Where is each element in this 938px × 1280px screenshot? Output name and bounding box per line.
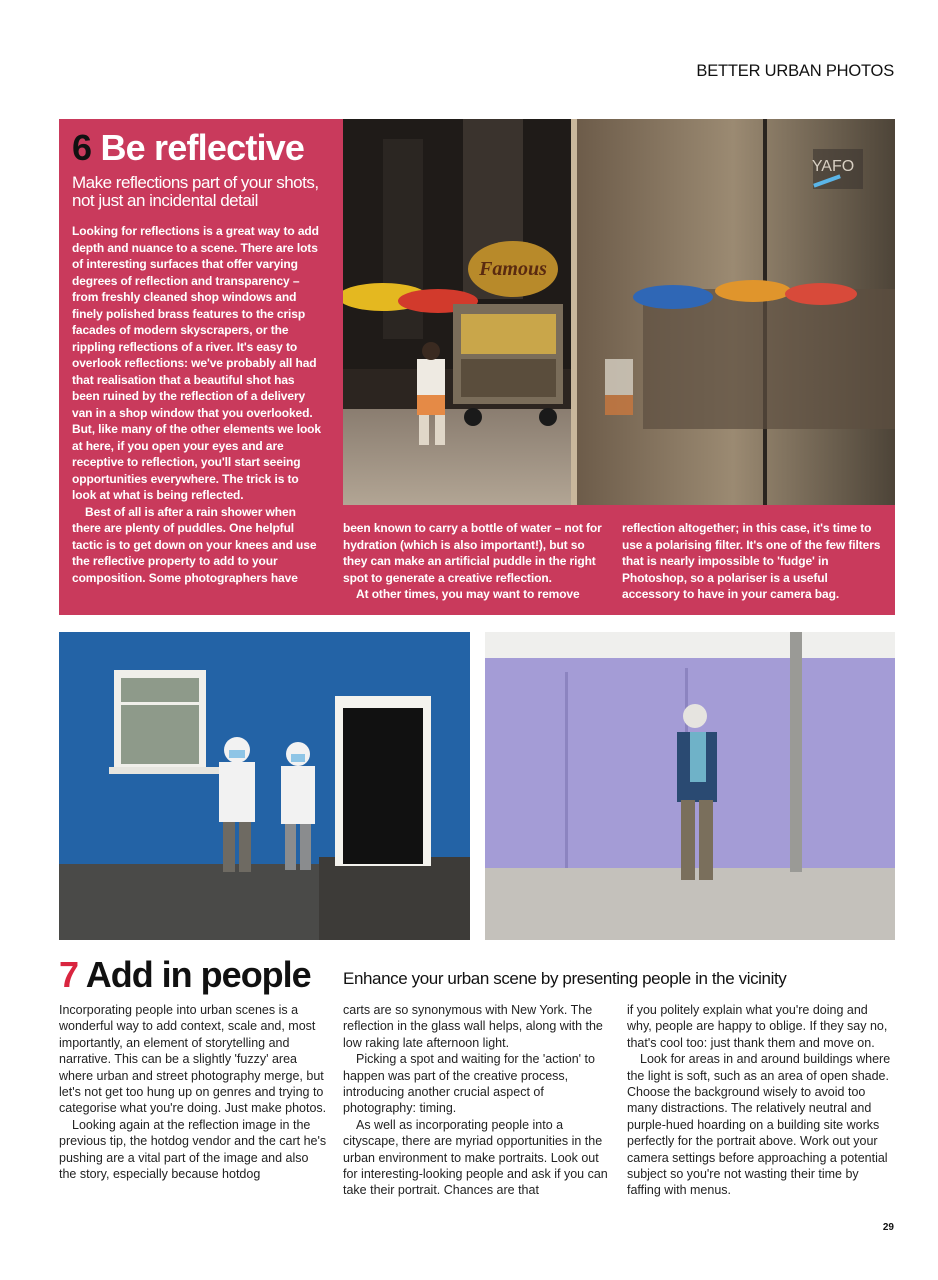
paragraph: carts are so synonymous with New York. The reflection in the glass wall helps, along with the low raking late afternoon light.	[343, 1003, 603, 1050]
paragraph: Picking a spot and waiting for the 'action' to happen was part of the creative process, introducing another crucial aspect of photography: timing.	[343, 1052, 595, 1116]
tip6-number: 6	[72, 127, 92, 168]
tip7-column-1	[59, 1002, 327, 1182]
paragraph: As well as incorporating people into a cityscape, there are myriad opportunities in the urban environment to make portraits. Look out for interesting-looking people and ask if you can take their portrait. Chances are that	[343, 1117, 608, 1198]
reflection-photo	[343, 119, 895, 505]
paragraph: Looking again at the reflection image in the previous tip, the hotdog vendor and the cart he's pushing are a vital part of the image and also the story, especially because hotdog	[59, 1117, 327, 1182]
tip6-column-2	[343, 520, 605, 603]
tip7-subtitle: Enhance your urban scene by presenting people in the vicinity	[343, 969, 787, 988]
tip7-column-3	[627, 1002, 895, 1199]
tip6-subtitle: Make reflections part of your shots, not just an incidental detail	[72, 173, 319, 210]
tip6-heading	[72, 127, 304, 169]
paragraph: Best of all is after a rain shower when there are plenty of puddles. One helpful tactic is to get down on your knees and use the reflective property to add to your composition. Some photographers have	[72, 504, 317, 585]
tip6-column-1	[72, 223, 321, 586]
tip7-column-2	[343, 1002, 611, 1199]
page-number: 29	[882, 1222, 894, 1233]
paragraph: been known to carry a bottle of water – not for hydration (which is also important!), but so they can make an artificial puddle in the right spot to generate a creative reflection.	[343, 521, 602, 585]
blue-wall-portrait-photo	[59, 632, 470, 940]
cart-sign: Famous	[479, 258, 547, 280]
paragraph: At other times, you may want to remove	[356, 587, 580, 601]
tip6-column-3	[622, 520, 884, 603]
tip6-title: Be reflective	[100, 127, 305, 168]
paragraph: Looking for reflections is a great way to add depth and nuance to a scene. There are lots of interesting surfaces that offer varying degrees of reflection and transparency – from freshly cleaned shop windows and finely polished brass features to the crisp facades of modern skyscrapers, or the rippling reflections of a river. It's easy to overlook reflections: we've probably all had that realisation that a beautiful shot has been ruined by the reflection of a delivery van in a shop window that you overlooked. But, like many of the other elements we look at here, if you open your eyes and are receptive to reflection, you'll start seeing opportunities everywhere. The trick is to look at what is being reflected.	[72, 224, 321, 502]
tip7-number: 7	[59, 954, 79, 995]
running-head: BETTER URBAN PHOTOS	[696, 62, 894, 80]
paragraph: Look for areas in and around buildings where the light is soft, such as an area of open shade. Choose the background wisely to avoid too many distractions. The relatively neutral and purple-hued hoarding on a building site works perfectly for the portrait above. Work out your camera settings before approaching a potential subject so you're not wasting their time by faffing with menus.	[627, 1052, 891, 1198]
tip7-heading	[59, 954, 311, 996]
tip7-title: Add in people	[85, 954, 311, 995]
store-sign: YAFO	[811, 158, 855, 175]
paragraph: Incorporating people into urban scenes is a wonderful way to add context, scale and, most importantly, an element of storytelling and narrative. This can be a slightly 'fuzzy' area where urban and street photography merge, but let's not get too hung up on genres and trying to categorise what you're doing. Just make photos.	[59, 1003, 327, 1116]
paragraph: reflection altogether; in this case, it's time to use a polarising filter. It's one of the few filters that is nearly impossible to 'fudge' in Photoshop, so a polariser is a useful accessory to have in your camera bag.	[622, 521, 881, 601]
purple-hoarding-portrait-photo	[485, 632, 895, 940]
paragraph: if you politely explain what you're doing and why, people are happy to oblige. If they say no, that's cool too: just thank them and move on.	[627, 1003, 888, 1050]
